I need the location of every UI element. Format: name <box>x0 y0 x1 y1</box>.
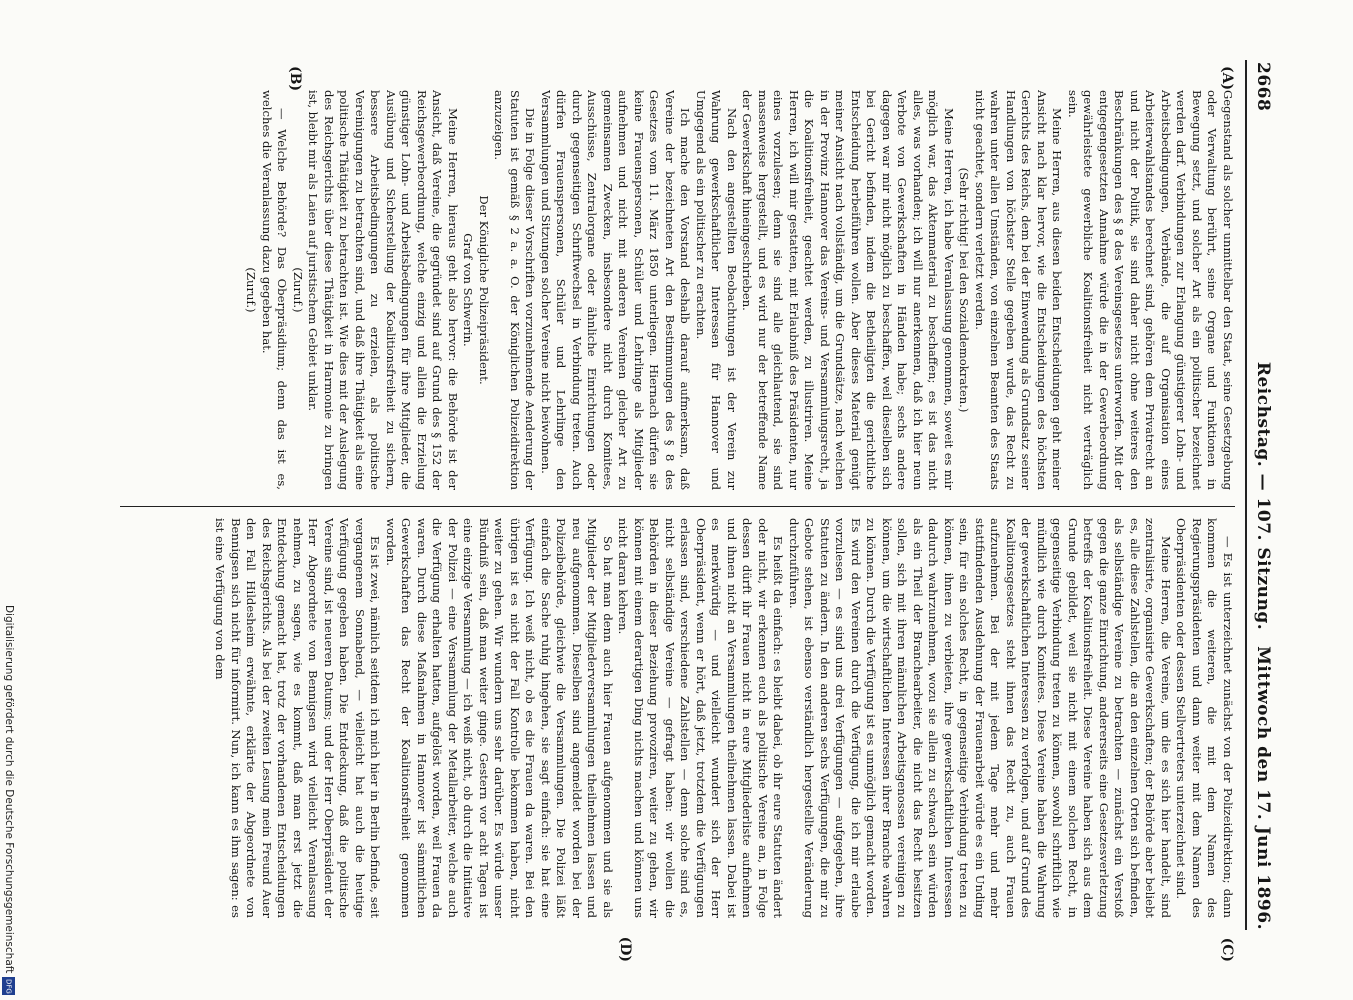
column-divider <box>120 506 1235 507</box>
paragraph: So hat man denn auch hier Frauen aufgenommen und sie als Mitglieder der Mitgliederversammlungen theilnehmen lassen und neu aufgenommen. Dieselben sind angemeldet worden bei der Polizeibehörde, gleichwie die Versammlungen. Die Polizei läßt einfach die Sache ruhig hingehen, sie sagt einfach: sie hat eine Verfügung. Ich weiß nicht, ob es die Frauen da waren. Bei den übrigen ist es nicht der Fall Kontrolle bekommen haben, nicht weiter zu gehen. Wir wundern uns sehr darüber. Es würde unser Bündniß sein, daß man weiter ginge. Gestern vor acht Tagen ist eine einzige Versammlung — ich weiß nicht, ob durch die Initiative der Polizei — eine Versammlung der Metallarbeiter, welche auch die Verfügung erhalten hatten, aufgelöst worden, weil Frauen da waren. Durch diese Maßnahmen in Hannover ist sämmtlichen Gewerkschaften das Recht der Koalitionsfreiheit genommen worden. <box>384 518 615 918</box>
interjection: (Zuruf.) <box>291 267 305 313</box>
signature-authority: Der Königliche Polizeipräsident. <box>477 195 491 385</box>
session-date: Mittwoch den 17. Juni 1896. <box>1253 646 1273 930</box>
margin-marker-a: (A) <box>1219 66 1235 91</box>
signature-name: Graf von Schwerin. <box>461 233 476 347</box>
interjection: (Sehr richtig! bei den Sozialdemokraten.) <box>957 167 972 413</box>
session-title: Reichstag. — 107. Sitzung. <box>1253 361 1273 631</box>
digitization-credit <box>2 605 16 995</box>
left-column <box>120 90 1235 490</box>
paragraph: Die in Folge dieser Vorschriften vorzunehmende Aenderung der Statuten ist gemäß § 2 a. a. O. der Königlichen Polizeidirektion anzuzeigen. <box>492 90 538 490</box>
right-column <box>120 518 1235 918</box>
paragraph: Meine Herren, aus diesen beiden Entscheidungen geht meiner Ansicht nach klar hervor, wie die Entscheidungen des höchsten Gerichts des Reichs, dem bei der Einwendung als Grundsatz seiner Handlungen von höchster Stelle gegeben wurde, das Recht zu wahren unter allen Umständen, von einzelnen Beamten des Staats nicht geachtet, sondern verletzt werden. <box>973 90 1065 490</box>
paragraph: Ich mache den Vorstand deshalb darauf aufmerksam, daß Vereine der bezeichneten Art den Bestimmungen des § 8 des Gesetzes vom 11. März 1850 unterliegen. Hiernach dürfen sie keine Frauenspersonen, Schüler und Lehrlinge als Mitglieder aufnehmen und nicht mit anderen Vereinen gleicher Art zu gemeinsamen Zwecken, insbesondere nicht durch Komitees, Ausschüsse, Zentralorgane oder ähnliche Einrichtungen oder durch gegenseitigen Schriftwechsel in Verbindung treten. Auch dürfen Frauenspersonen, Schüler und Lehrlinge den Versammlungen und Sitzungen solcher Vereine nicht beiwohnen. <box>539 90 693 490</box>
interjection: (Zuruf.) <box>244 267 259 313</box>
header-rule <box>1245 60 1247 930</box>
paragraph: Meine Herren, hieraus geht also hervor: die Behörde ist der Ansicht, daß Vereine, die gegründet sind auf Grund des § 152 der Reichsgewerbeordnung, welche einzig und allein die Erzielung günstiger Lohn- und Arbeitsbedingungen für ihre Mitglieder, die Ausübung und Sicherstellung der Koalitionsfreiheit zu sichern, bessere Arbeitsbedingungen zu erzielen, als politische Vereinigungen zu betrachten sind, und daß ihre Thätigkeit als eine politische Thätigkeit zu betrachten ist. Wie dies mit der Auslegung des Reichsgerichts über diese Thätigkeit in Harmonie zu bringen ist, bleibt mir als Laien auf juristischem Gebiet unklar. <box>306 90 460 490</box>
paragraph: — Welche Behörde? Das Oberpräsidium; denn das ist es, welches die Veranlassung dazu gegeben hat. <box>260 90 290 490</box>
paragraph: Es ist zwei, nämlich seitdem ich mich hier in Berlin befinde, seit vergangenem Sonnabend, — vielleicht hat auch die heutige Verfügung gegeben haben. Die Entdeckung, daß die politische Vereine sind, ist neueren Datums; und der Herr Oberpräsident der Herr Abgeordnete von Bennigsen wird vielleicht Veranlassung nehmen, zu sagen, wie es kommt, daß man erst jetzt die Entdeckung gemacht hat, trotz der vorhandenen Entscheidungen des Reichsgerichts. Als bei der zweiten Lesung mein Freund Auer den Fall Hildesheim erwähnte, erklärte der Abgeordnete von Bennigsen sich nicht für informirt. Nun, ich kann es ihm sagen: es ist eine Verfügung von dem <box>213 518 383 918</box>
paragraph: Meine Herren, die Vereine, um die es sich hier handelt, sind zentralisirte, organisirte Gewerkschaften; der Behörde aber beliebt es, alle diese Zahlstellen, die an den einzelnen Orten sich befinden, als selbständige Vereine zu betrachten — zunächst ein Verstoß gegen die ganze Einrichtung, andererseits eine Gesetzesverletzung betreffs der Koalitionsfreiheit. Diese Vereine haben sich aus dem Grunde gebildet, weil sie nicht mit einem solchen Recht, in gegenseitige Verbindung treten zu können, sowohl schriftlich wie mündlich wie durch Komitees. Diese Vereine haben die Wahrung der gewerkschaftlichen Interessen zu verfolgen, und auf Grund des Koalitionsgesetzes steht ihnen das Recht zu, auch Frauen aufzunehmen. Bei der mit jedem Tage mehr und mehr stattfindenden Ausdehnung der Frauenarbeit würde es ein Unding sein, für ein solches Recht, in gegenseitige Verbindung treten zu können, ihnen zu verbieten, ihre gewerkschaftlichen Interessen dadurch wahrzunehmen, wozu sie allein zu schwach sein würden als ein Theil der Branchearbeiter, die nicht das Recht besitzen sollen, sich mit ihren männlichen Arbeitsgenossen vereinigen zu können, um die wirtschaftlichen Interessen ihrer Branche wahren zu können. Durch die Verfügung ist es unmöglich gemacht worden. Es wird den Vereinen durch die Verfügung, die ich mir erlaube vorzulesen — es sind uns drei Verfügungen — aufgegeben, ihre Statuten zu ändern. In den anderen sechs Verfügungen, die mir zu Gebote stehen, ist ebenso verständlich hergestellte Veränderung durchzuführen. <box>787 518 1173 918</box>
credit-text: Digitalisierung gefördert durch die Deutsche Forschungsgemeinschaft <box>3 605 15 974</box>
margin-marker-b: (B) <box>287 66 303 92</box>
page-header <box>1247 62 1273 930</box>
paragraph: Nach den angestellten Beobachtungen ist der Verein zur Wahrung gewerkschaftlicher Interessen für Hannover und Umgegend als ein politischer zu erachten. <box>694 90 739 490</box>
dfg-logo-icon: DFG <box>2 977 15 995</box>
paragraph: Es heißt da einfach: es bleibt dabei, ob ihr eure Statuten ändert oder nicht, wir erkennen euch als politische Vereine an, in Folge dessen dürft ihr Frauen nicht in eure Mitgliederliste aufnehmen und ihnen nicht an Versammlungen theilnehmen lassen. Dabei ist es merkwürdig — und vielleicht wundert sich der Herr Oberpräsident, wenn er hört, daß jetzt, trotzdem die Verfügungen erlassen sind, verschiedene Zahlstellen — denn solche sind es, nicht selbständige Vereine — gefragt haben: wir wollen die Behörden in dieser Beziehung provoziren, weiter zu gehen, wir können mit einem derartigen Ding nichts machen und können uns nicht daran kehren. <box>616 518 786 918</box>
page-number: 2668 <box>1253 62 1273 112</box>
margin-marker-c: (C) <box>1219 937 1235 962</box>
paragraph: Meine Herren, ich habe Veranlassung genommen, soweit es mir möglich war, das Aktenmaterial zu beschaffen; es ist das nicht alles, was vorhanden; ich will nur anerkennen, daß ich hier neun Verbote von Gewerkschaften in Händen habe; sechs andere dagegen war mir nicht möglich zu beschaffen, weil dieselben sich bei Gericht befinden, indem die Betheiligten die gerichtliche Entscheidung herbeiführen wollen. Aber dieses Material genügt meiner Ansicht nach vollständig, um die Grundsätze, nach welchen in der Provinz Hannover das Vereins- und Versammlungsrecht, ja die Koalitionsfreiheit, geachtet werden, zu illustriren. Meine Herren, ich will mir gestatten, mit Erlaubniß des Präsidenten, nur eines vorzulesen; denn sie sind alle gleichlautend, sie sind massenweise hergestellt, und es wird nur der betreffende Name der Gewerkschaft hineingeschrieben. <box>740 90 956 490</box>
paragraph: — Es ist unterzeichnet zunächst von der Polizeidirektion; dann kommen die weiteren, die mit dem Namen des Regierungspräsidenten und dann weiter mit dem Namen des Oberpräsidenten oder dessen Stellvertreters unterzeichnet sind. <box>1174 518 1235 918</box>
margin-marker-d: (D) <box>617 936 633 962</box>
paragraph: Gegenstand als solcher unmittelbar den Staat, seine Gesetzgebung oder Verwaltung berührt, seine Organe und Funktionen in Bewegung setzt, und solcher Art als ein politischer bezeichnet werden darf. Verbindungen zur Erlangung günstigerer Lohn- und Arbeitsbedingungen, Verbände, die auf Organisation eines Arbeiterwahlstandes berechnet sind, gehören dem Privatrecht an und nicht der Politik, sie sind daher nicht ohne weiteres den Beschränkungen des § 8 des Vereinsgesetzes unterworfen. Mit der entgegengesetzten Annahme würde die in der Gewerbeordnung gewährleistete gewerbliche Koalitionsfreiheit nicht verträglich sein. <box>1066 90 1235 490</box>
